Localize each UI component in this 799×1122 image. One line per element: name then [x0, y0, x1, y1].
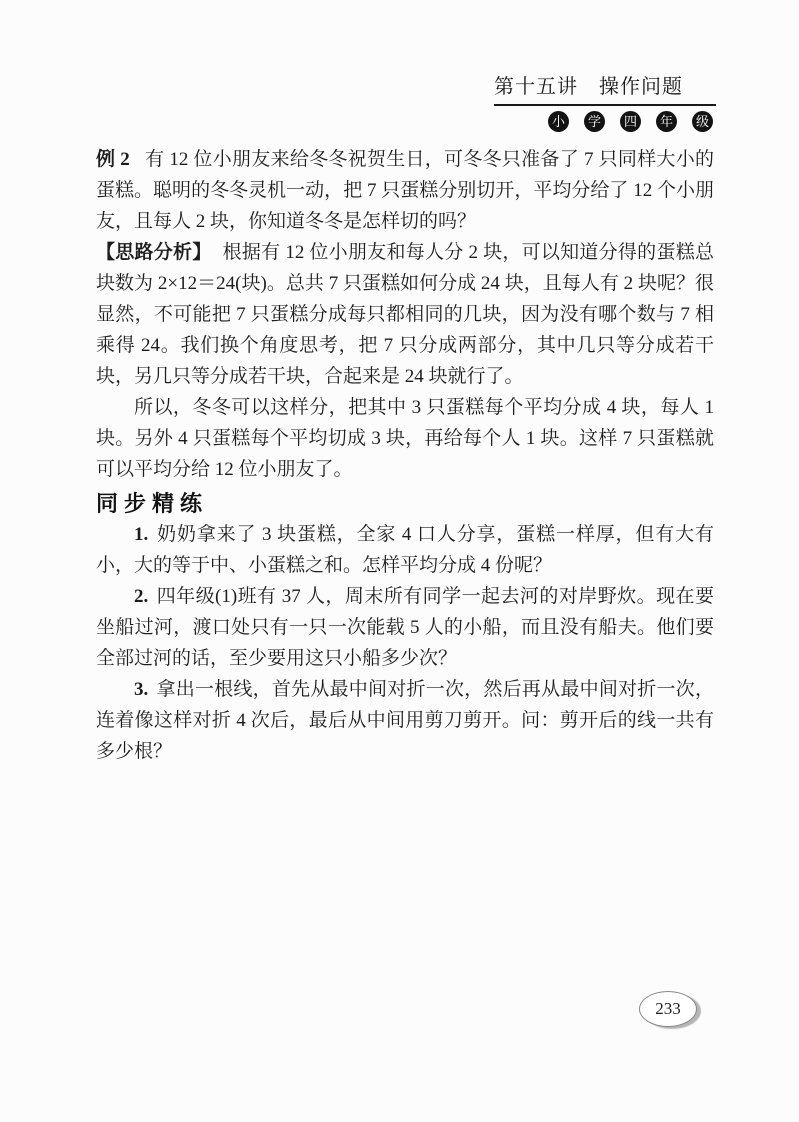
lecture-title: 第十五讲 操作问题 — [494, 76, 683, 98]
analysis-conclusion-paragraph — [96, 392, 714, 485]
grade-badge: 年 — [656, 111, 677, 132]
analysis-label: 【思路分析】 — [96, 242, 212, 263]
problem-1-number: 1. — [134, 524, 149, 545]
grade-badge: 四 — [620, 111, 641, 132]
grade-badge: 级 — [692, 111, 713, 132]
problem-1-text: 奶奶拿来了 3 块蛋糕，全家 4 口人分享，蛋糕一样厚，但有大有小，大的等于中、小蛋糕之和。怎样平均分成 4 份呢？ — [96, 524, 714, 576]
practice-problem-2 — [96, 581, 714, 674]
problem-2-text: 四年级(1)班有 37 人，周末所有同学一起去河的对岸野炊。现在要坐船过河，渡口处只有一只一次能载 5 人的小船，而且没有船夫。他们要全部过河的话，至少要用这只小船多少次？ — [96, 586, 714, 669]
grade-badge: 小 — [548, 111, 569, 132]
example-label: 例 2 — [96, 149, 130, 170]
grade-badge: 学 — [584, 111, 605, 132]
grade-badge-row — [494, 111, 716, 132]
page-header — [494, 70, 716, 132]
page-number-badge — [639, 991, 697, 1027]
problem-2-number: 2. — [134, 586, 149, 607]
example-text: 有 12 位小朋友来给冬冬祝贺生日，可冬冬只准备了 7 只同样大小的蛋糕。聪明的冬冬灵机一动，把 7 只蛋糕分别切开，平均分给了 12 个小朋友，且每人 2 块，你知道冬冬是怎样切的吗？ — [96, 149, 714, 232]
page-content — [96, 144, 714, 767]
example-paragraph — [96, 144, 714, 237]
header-underline — [494, 70, 716, 106]
problem-3-text: 拿出一根线，首先从最中间对折一次，然后再从最中间对折一次，连着像这样对折 4 次后，最后从中间用剪刀剪开。问：剪开后的线一共有多少根？ — [96, 679, 714, 762]
practice-problem-1 — [96, 519, 714, 581]
analysis-paragraph — [96, 237, 714, 392]
analysis-text: 根据有 12 位小朋友和每人分 2 块，可以知道分得的蛋糕总块数为 2×12＝24(块)。总共 7 只蛋糕如何分成 24 块，且每人有 2 块呢？很显然，不可能把 7 只蛋糕分成每只都相同的几块，因为没有哪个数与 7 相乘得 24。我们换个角度思考，把 7 只分成两部分，其中几只等分成若干块，另几只等分成若干块，合起来是 24 块就行了。 — [96, 242, 714, 387]
problem-3-number: 3. — [134, 679, 149, 700]
practice-section-title: 同步精练 — [96, 491, 209, 516]
practice-problem-3 — [96, 674, 714, 767]
analysis-conclusion-text: 所以，冬冬可以这样分，把其中 3 只蛋糕每个平均分成 4 块，每人 1 块。另外 4 只蛋糕每个平均切成 3 块，再给每个人 1 块。这样 7 只蛋糕就可以平均分给 12 位小朋友了。 — [96, 397, 714, 480]
page-number: 233 — [655, 999, 681, 1018]
